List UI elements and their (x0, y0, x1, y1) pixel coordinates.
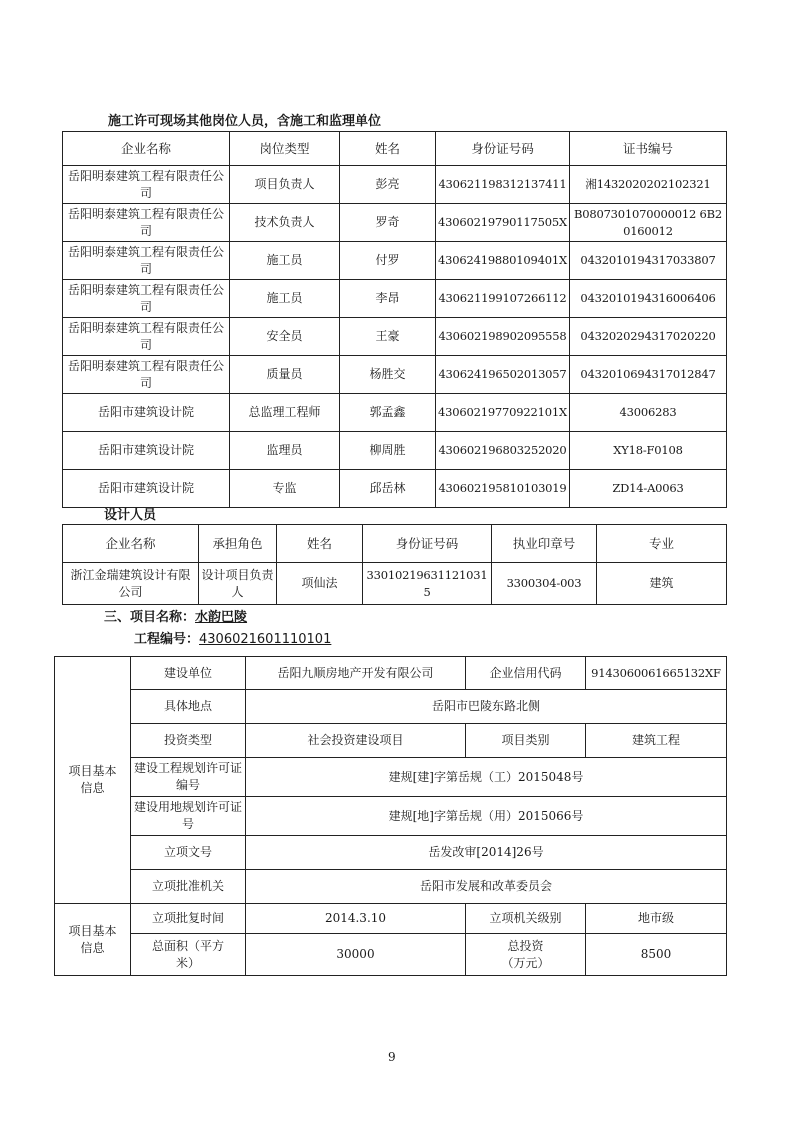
id-number-cell: 430602196803252020 (436, 432, 570, 470)
approval-org-label: 立项批准机关 (131, 870, 246, 904)
certificate-cell: 0432010194316006406 (570, 280, 727, 318)
certificate-cell: 0432020294317020220 (570, 318, 727, 356)
section-number: 三、 (104, 610, 131, 625)
company-cell: 岳阳明泰建筑工程有限责任公司 (63, 166, 230, 204)
project-category-value: 建筑工程 (586, 724, 727, 758)
position-cell: 施工员 (230, 242, 340, 280)
position-cell: 总监理工程师 (230, 394, 340, 432)
id-number-cell: 330102196311210315 (363, 563, 492, 605)
company-cell: 岳阳市建筑设计院 (63, 470, 230, 508)
build-unit-value: 岳阳九顺房地产开发有限公司 (246, 657, 466, 690)
location-value: 岳阳市巴陵东路北侧 (246, 690, 727, 724)
header-cell: 执业印章号 (492, 525, 597, 563)
position-cell: 质量员 (230, 356, 340, 394)
table-row (63, 166, 727, 204)
id-number-cell: 430624196502013057 (436, 356, 570, 394)
company-cell: 岳阳明泰建筑工程有限责任公司 (63, 204, 230, 242)
certificate-cell: 0432010694317012847 (570, 356, 727, 394)
position-cell: 监理员 (230, 432, 340, 470)
seal-number-cell: 3300304-003 (492, 563, 597, 605)
project-name-line (104, 606, 257, 625)
section-title-design-staff: 设计人员 (104, 508, 157, 523)
certificate-cell: XY18-F0108 (570, 432, 727, 470)
name-cell: 杨胜交 (340, 356, 436, 394)
name-cell: 彭亮 (340, 166, 436, 204)
table-row (63, 470, 727, 508)
plan-permit-label: 建设工程规划许可证编号 (131, 758, 246, 797)
certificate-cell: 43006283 (570, 394, 727, 432)
position-cell: 项目负责人 (230, 166, 340, 204)
id-number-cell: 43060219790117505X (436, 204, 570, 242)
section-title-construction-staff: 施工许可现场其他岗位人员，含施工和监理单位 (108, 114, 382, 129)
page-number: 9 (388, 1050, 396, 1064)
position-cell: 安全员 (230, 318, 340, 356)
company-cell: 岳阳市建筑设计院 (63, 394, 230, 432)
id-number-cell: 430621199107266112 (436, 280, 570, 318)
org-level-value: 地市级 (586, 904, 727, 934)
company-cell: 岳阳明泰建筑工程有限责任公司 (63, 242, 230, 280)
project-code-line (134, 628, 353, 647)
id-number-cell: 43062419880109401X (436, 242, 570, 280)
name-cell: 郭孟鑫 (340, 394, 436, 432)
table-row (63, 563, 727, 605)
certificate-cell: 湘1432020202102321 (570, 166, 727, 204)
org-level-label: 立项机关级别 (466, 904, 586, 934)
approval-doc-value: 岳发改审[2014]26号 (246, 836, 727, 870)
header-cell: 专业 (597, 525, 727, 563)
company-cell: 岳阳市建筑设计院 (63, 432, 230, 470)
project-category-label: 项目类别 (466, 724, 586, 758)
table-row (63, 394, 727, 432)
id-number-cell: 430602198902095558 (436, 318, 570, 356)
id-number-cell: 430621198312137411 (436, 166, 570, 204)
header-cell: 证书编号 (570, 132, 727, 166)
build-unit-label: 建设单位 (131, 657, 246, 690)
certificate-cell: 0432010194317033807 (570, 242, 727, 280)
table-row (63, 242, 727, 280)
name-cell: 项仙法 (277, 563, 363, 605)
id-number-cell: 43060219770922101X (436, 394, 570, 432)
header-cell: 企业名称 (63, 132, 230, 166)
table-row (63, 318, 727, 356)
company-cell: 岳阳明泰建筑工程有限责任公司 (63, 356, 230, 394)
info2-group-label: 项目基本信息 (55, 904, 131, 976)
name-cell: 王豪 (340, 318, 436, 356)
name-cell: 柳周胜 (340, 432, 436, 470)
certificate-cell: ZD14-A0063 (570, 470, 727, 508)
position-cell: 施工员 (230, 280, 340, 318)
header-cell: 姓名 (340, 132, 436, 166)
invest-type-label: 投资类型 (131, 724, 246, 758)
header-cell: 身份证号码 (363, 525, 492, 563)
location-label: 具体地点 (131, 690, 246, 724)
project-code-value: 4306021601110101 (199, 632, 332, 647)
table-header-row (63, 525, 727, 563)
area-label: 总面积（平方米） (131, 934, 246, 976)
approval-org-value: 岳阳市发展和改革委员会 (246, 870, 727, 904)
id-number-cell: 430602195810103019 (436, 470, 570, 508)
header-cell: 企业名称 (63, 525, 199, 563)
area-value: 30000 (246, 934, 466, 976)
name-cell: 罗奇 (340, 204, 436, 242)
header-cell: 承担角色 (199, 525, 277, 563)
table-row (63, 356, 727, 394)
name-cell: 李昂 (340, 280, 436, 318)
project-name-label: 项目名称： (130, 610, 196, 625)
investment-label: 总投资（万元） (466, 934, 586, 976)
construction-staff-table (62, 131, 727, 508)
approval-time-value: 2014.3.10 (246, 904, 466, 934)
company-cell: 浙江金瑞建筑设计有限公司 (63, 563, 199, 605)
credit-code-value: 9143060061665132XF (586, 657, 727, 690)
table-row (63, 204, 727, 242)
approval-doc-label: 立项文号 (131, 836, 246, 870)
project-info-table (54, 656, 727, 976)
plan-permit-value: 建规[建]字第岳规（工）2015048号 (246, 758, 727, 797)
credit-code-label: 企业信用代码 (466, 657, 586, 690)
name-cell: 邱岳林 (340, 470, 436, 508)
project-name-value: 水韵巴陵 (195, 610, 248, 625)
position-cell: 技术负责人 (230, 204, 340, 242)
invest-type-value: 社会投资建设项目 (246, 724, 466, 758)
info-group-label: 项目基本信息 (55, 657, 131, 904)
table-row (63, 432, 727, 470)
company-cell: 岳阳明泰建筑工程有限责任公司 (63, 318, 230, 356)
design-staff-table (62, 524, 727, 605)
role-cell: 设计项目负责人 (199, 563, 277, 605)
position-cell: 专监 (230, 470, 340, 508)
project-code-label: 工程编号： (134, 632, 200, 647)
header-cell: 身份证号码 (436, 132, 570, 166)
header-cell: 姓名 (277, 525, 363, 563)
header-cell: 岗位类型 (230, 132, 340, 166)
land-permit-label: 建设用地规划许可证号 (131, 797, 246, 836)
investment-value: 8500 (586, 934, 727, 976)
table-header-row (63, 132, 727, 166)
certificate-cell: B0807301070000012 6B20160012 (570, 204, 727, 242)
approval-time-label: 立项批复时间 (131, 904, 246, 934)
land-permit-value: 建规[地]字第岳规（用）2015066号 (246, 797, 727, 836)
specialty-cell: 建筑 (597, 563, 727, 605)
company-cell: 岳阳明泰建筑工程有限责任公司 (63, 280, 230, 318)
name-cell: 付罗 (340, 242, 436, 280)
table-row (63, 280, 727, 318)
